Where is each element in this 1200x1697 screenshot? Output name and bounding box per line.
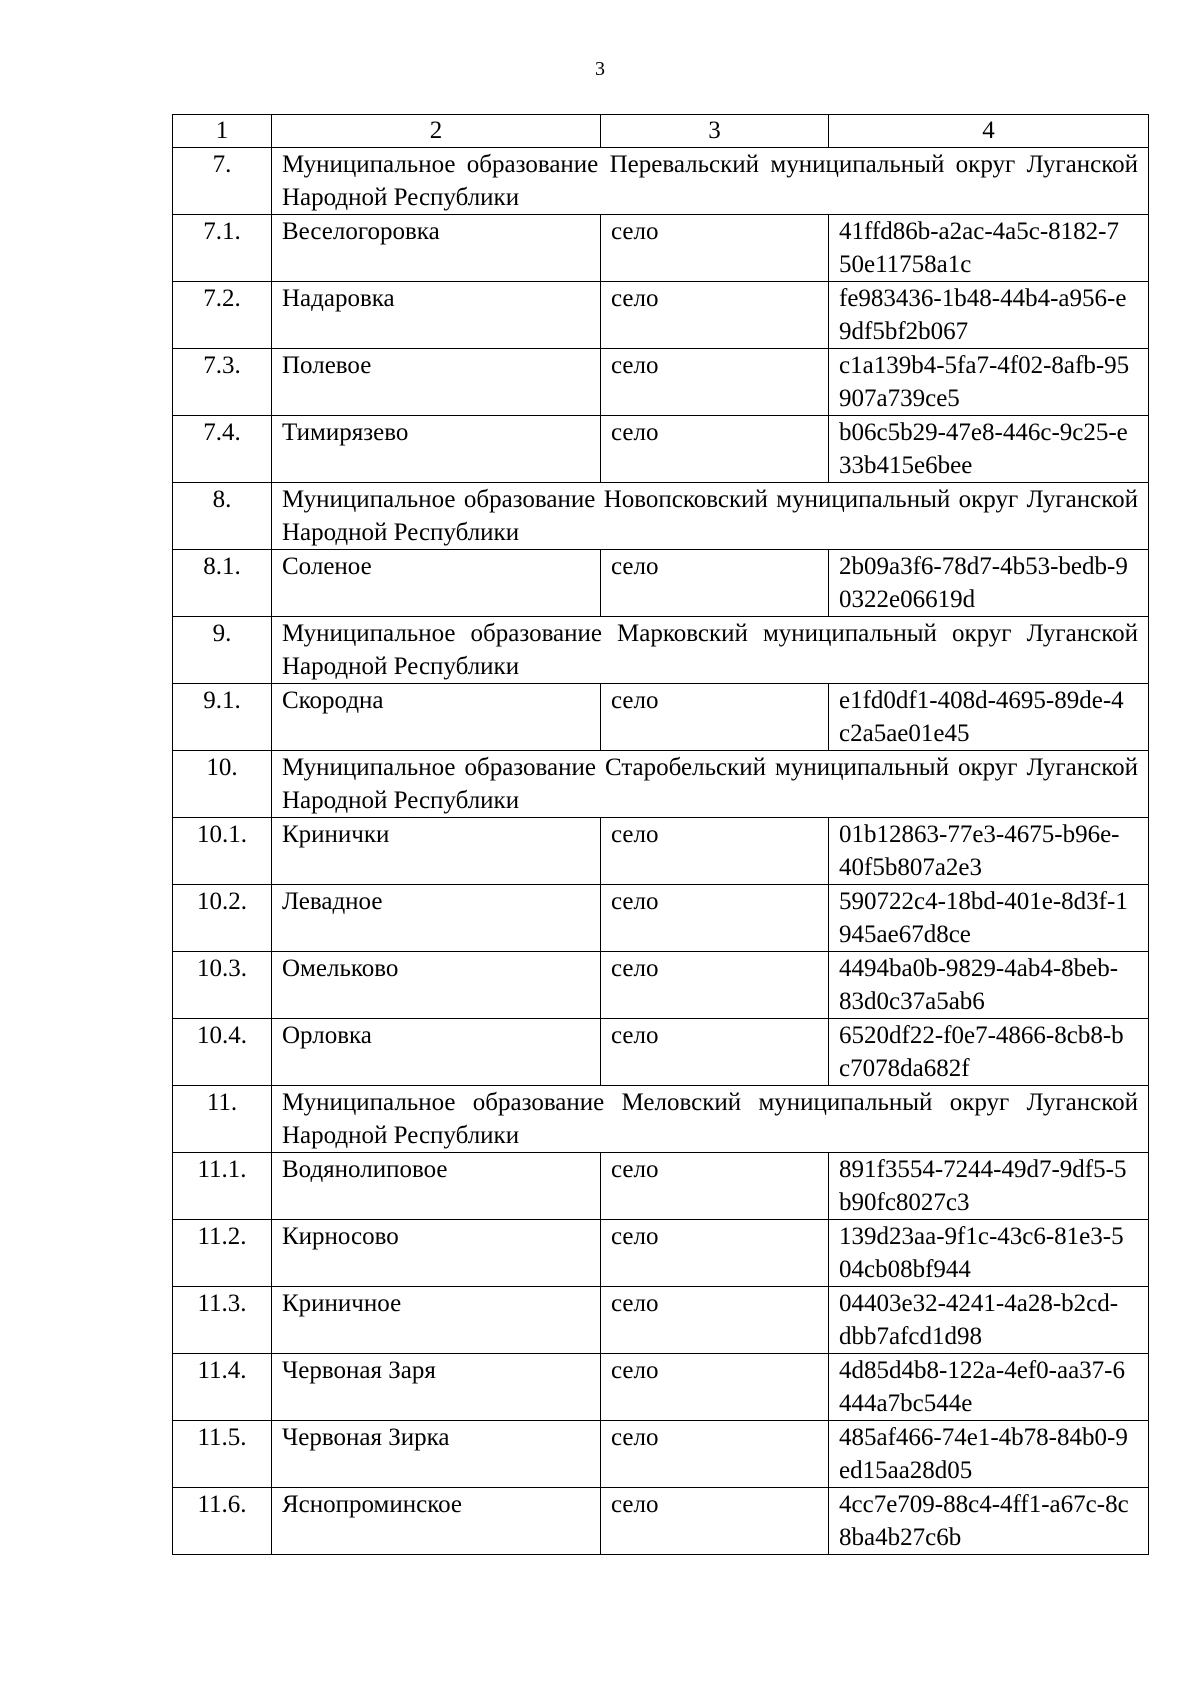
settlement-code: 590722c4-18bd-401e-8d3f-1945ae67d8ce [829,885,1149,952]
settlement-name: Криничное [272,1287,601,1354]
municipality-group-row [173,617,1149,684]
settlement-number: 10.4. [173,1019,272,1086]
settlement-code: e1fd0df1-408d-4695-89de-4c2a5ae01e45 [829,684,1149,751]
settlement-row [173,952,1149,1019]
settlement-number: 11.4. [173,1354,272,1421]
settlement-number: 7.4. [173,416,272,483]
settlement-row [173,215,1149,282]
settlement-type: село [601,952,829,1019]
settlement-row [173,1421,1149,1488]
settlement-number: 11.2. [173,1220,272,1287]
settlement-name: Яснопроминское [272,1488,601,1555]
settlement-number: 9.1. [173,684,272,751]
settlement-row [173,684,1149,751]
settlement-name: Полевое [272,349,601,416]
group-number: 7. [173,148,272,215]
settlement-code: 4cc7e709-88c4-4ff1-a67c-8c8ba4b27c6b [829,1488,1149,1555]
settlement-number: 10.2. [173,885,272,952]
settlement-number: 7.3. [173,349,272,416]
municipality-group-row [173,1086,1149,1153]
settlements-table [172,114,1149,1555]
settlement-row [173,885,1149,952]
municipality-title: Муниципальное образование Перевальский муниципальный округ Луганской Народной Республики [272,148,1149,215]
settlement-number: 7.2. [173,282,272,349]
settlement-name: Левадное [272,885,601,952]
settlement-code: 04403e32-4241-4a28-b2cd-dbb7afcd1d98 [829,1287,1149,1354]
settlement-type: село [601,416,829,483]
settlement-type: село [601,818,829,885]
settlement-code: 6520df22-f0e7-4866-8cb8-bc7078da682f [829,1019,1149,1086]
settlement-name: Веселогоровка [272,215,601,282]
settlement-type: село [601,1153,829,1220]
settlement-type: село [601,282,829,349]
settlement-row [173,550,1149,617]
settlement-code: fe983436-1b48-44b4-a956-e9df5bf2b067 [829,282,1149,349]
column-header-number: 1 [173,115,272,148]
settlement-number: 8.1. [173,550,272,617]
settlement-code: c1a139b4-5fa7-4f02-8afb-95907a739ce5 [829,349,1149,416]
settlement-number: 10.3. [173,952,272,1019]
settlement-row [173,1220,1149,1287]
settlement-row [173,282,1149,349]
group-number: 11. [173,1086,272,1153]
settlement-row [173,1153,1149,1220]
group-number: 8. [173,483,272,550]
municipality-title: Муниципальное образование Меловский муниципальный округ Луганской Народной Республики [272,1086,1149,1153]
settlement-number: 7.1. [173,215,272,282]
settlement-row [173,1488,1149,1555]
settlement-type: село [601,1287,829,1354]
settlement-row [173,1019,1149,1086]
settlement-name: Кринички [272,818,601,885]
settlement-name: Скородна [272,684,601,751]
settlement-code: 485af466-74e1-4b78-84b0-9ed15aa28d05 [829,1421,1149,1488]
settlement-row [173,416,1149,483]
settlement-name: Тимирязево [272,416,601,483]
municipality-group-row [173,751,1149,818]
settlement-number: 10.1. [173,818,272,885]
table-header-row [173,115,1149,148]
column-header-type: 3 [601,115,829,148]
settlement-type: село [601,1421,829,1488]
settlement-code: 891f3554-7244-49d7-9df5-5b90fc8027c3 [829,1153,1149,1220]
municipality-title: Муниципальное образование Марковский муниципальный округ Луганской Народной Республики [272,617,1149,684]
settlement-code: 41ffd86b-a2ac-4a5c-8182-750e11758a1c [829,215,1149,282]
settlement-type: село [601,349,829,416]
settlement-code: b06c5b29-47e8-446c-9c25-e33b415e6bee [829,416,1149,483]
settlement-type: село [601,550,829,617]
settlement-name: Червоная Зирка [272,1421,601,1488]
settlement-name: Надаровка [272,282,601,349]
settlement-name: Омельково [272,952,601,1019]
table-body [173,115,1149,1555]
settlement-type: село [601,1354,829,1421]
settlement-number: 11.3. [173,1287,272,1354]
settlement-code: 139d23aa-9f1c-43c6-81e3-504cb08bf944 [829,1220,1149,1287]
settlement-number: 11.1. [173,1153,272,1220]
municipality-group-row [173,483,1149,550]
municipality-group-row [173,148,1149,215]
column-header-name: 2 [272,115,601,148]
settlement-name: Кирносово [272,1220,601,1287]
settlement-code: 2b09a3f6-78d7-4b53-bedb-90322e06619d [829,550,1149,617]
group-number: 9. [173,617,272,684]
settlement-number: 11.6. [173,1488,272,1555]
settlement-type: село [601,684,829,751]
municipality-title: Муниципальное образование Старобельский муниципальный округ Луганской Народной Республики [272,751,1149,818]
settlement-row [173,818,1149,885]
settlement-type: село [601,215,829,282]
settlement-name: Орловка [272,1019,601,1086]
settlement-name: Червоная Заря [272,1354,601,1421]
settlement-row [173,1354,1149,1421]
settlement-number: 11.5. [173,1421,272,1488]
settlement-name: Водянолиповое [272,1153,601,1220]
settlement-name: Соленое [272,550,601,617]
column-header-code: 4 [829,115,1149,148]
settlement-code: 4d85d4b8-122a-4ef0-aa37-6444a7bc544e [829,1354,1149,1421]
page-number: 3 [595,58,605,80]
settlement-code: 01b12863-77e3-4675-b96e-40f5b807a2e3 [829,818,1149,885]
settlement-type: село [601,885,829,952]
settlement-type: село [601,1488,829,1555]
settlement-code: 4494ba0b-9829-4ab4-8beb-83d0c37a5ab6 [829,952,1149,1019]
settlement-type: село [601,1220,829,1287]
settlement-row [173,349,1149,416]
municipality-title: Муниципальное образование Новопсковский муниципальный округ Луганской Народной Республики [272,483,1149,550]
settlement-row [173,1287,1149,1354]
settlement-type: село [601,1019,829,1086]
group-number: 10. [173,751,272,818]
